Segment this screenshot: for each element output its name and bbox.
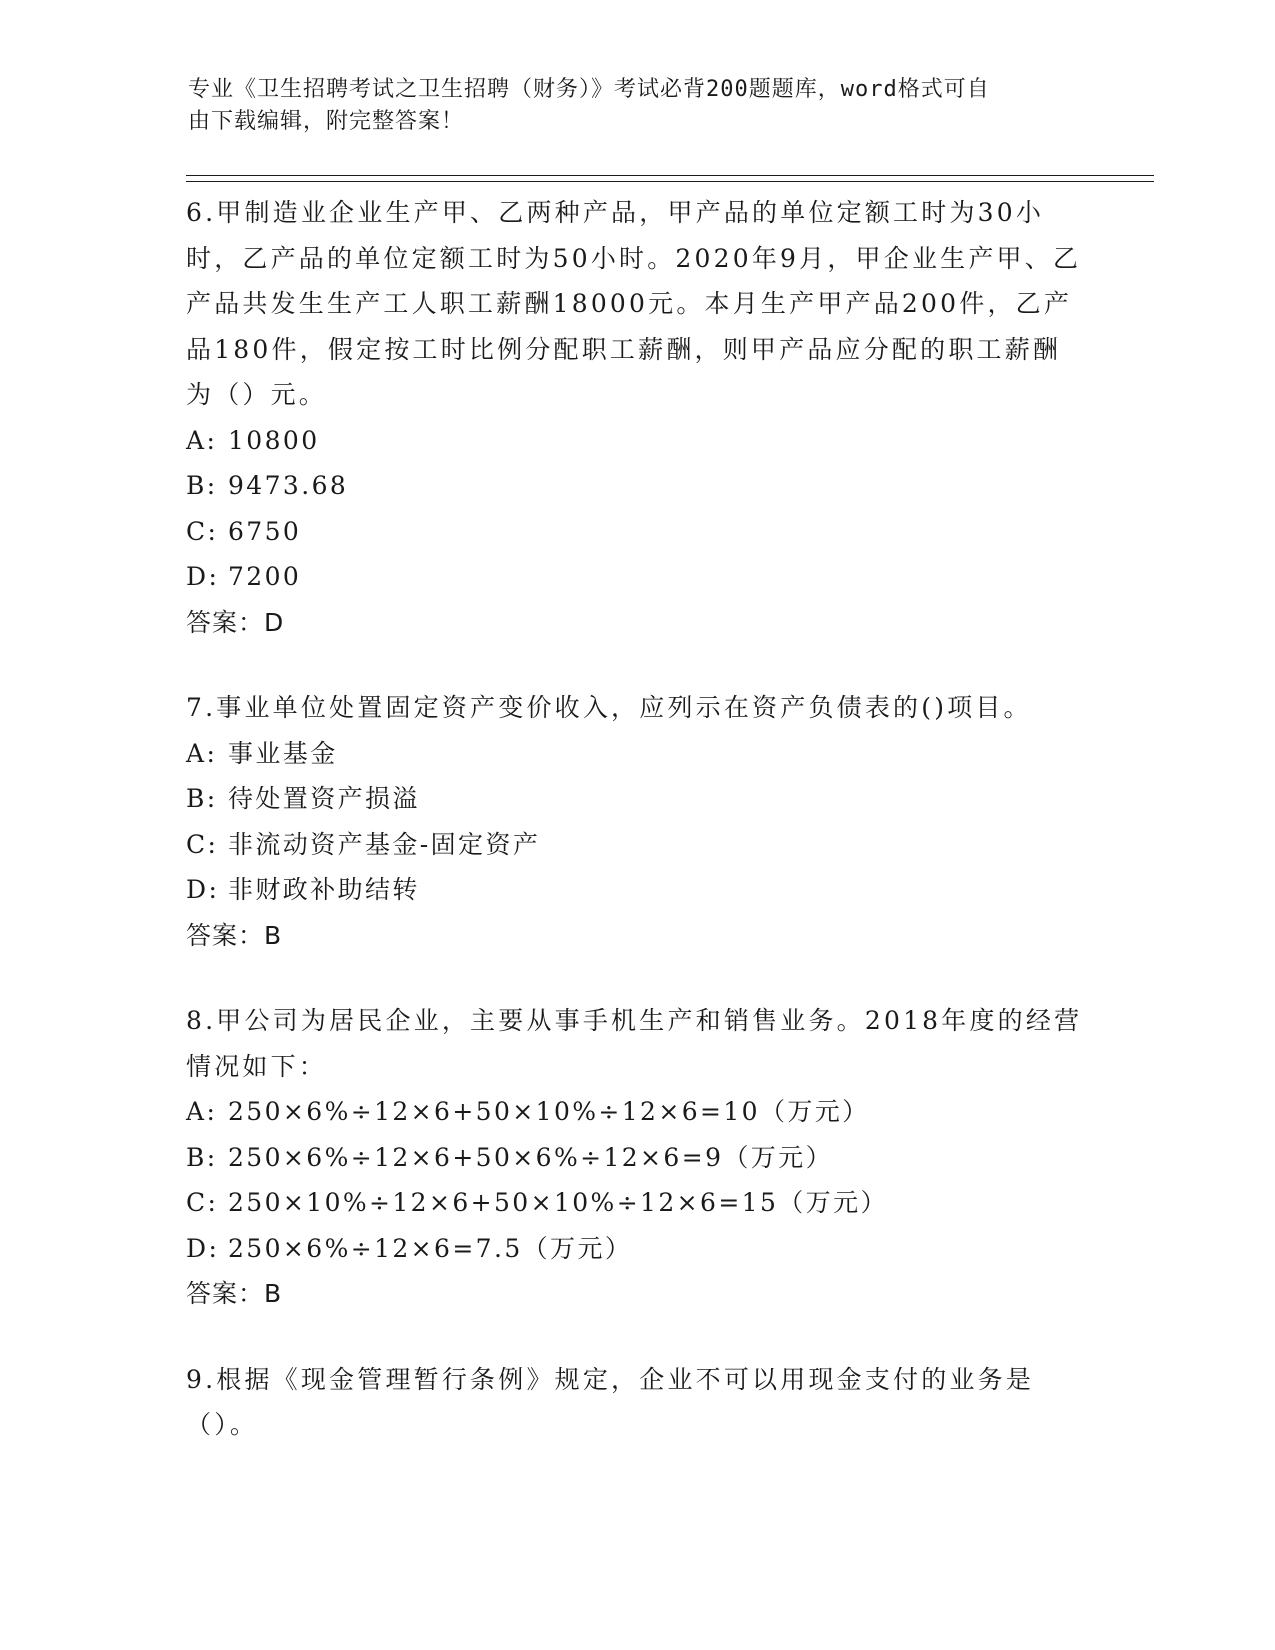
option-letter: A: — [186, 1097, 218, 1126]
header-divider-top — [186, 175, 1154, 176]
document-header — [188, 74, 1068, 138]
option-letter: C: — [186, 1188, 219, 1217]
option-letter: B: — [186, 784, 218, 813]
option-letter: C: — [186, 829, 219, 859]
option-letter: A: — [186, 425, 218, 455]
option-text: 待处置资产损溢 — [228, 784, 420, 813]
question-text: 8.甲公司为居民企业，主要从事手机生产和销售业务。2018年度的经营情况如下： — [186, 1006, 1083, 1081]
option-letter: D: — [186, 875, 220, 904]
option-d — [186, 867, 1086, 913]
answer-line: 答案：B — [186, 920, 283, 950]
header-divider-bottom — [186, 181, 1154, 182]
option-text: 250×6%÷12×6+50×6%÷12×6=9（万元） — [228, 1142, 833, 1172]
option-text: 250×6%÷12×6+50×10%÷12×6=10（万元） — [228, 1097, 870, 1126]
option-text: 事业基金 — [228, 738, 338, 768]
option-letter: B: — [186, 471, 218, 500]
option-letter: D: — [186, 1233, 220, 1263]
option-c — [186, 822, 1086, 868]
option-letter: C: — [186, 516, 219, 546]
option-c — [186, 509, 1086, 555]
option-d — [186, 1226, 1086, 1272]
header-title-line-2: 由下载编辑，附完整答案！ — [188, 109, 465, 134]
option-b — [186, 776, 1086, 822]
option-text: 9473.68 — [228, 471, 349, 500]
option-text: 10800 — [228, 425, 320, 455]
option-b — [186, 463, 1086, 509]
question-text: 9.根据《现金管理暂行条例》规定，企业不可以用现金支付的业务是（）。 — [186, 1364, 1035, 1439]
question-7 — [186, 685, 1086, 958]
question-text: 7.事业单位处置固定资产变价收入，应列示在资产负债表的()项目。 — [186, 693, 1032, 722]
option-a — [186, 1089, 1086, 1135]
option-letter: B: — [186, 1142, 218, 1172]
question-list — [186, 190, 1086, 1488]
option-a — [186, 731, 1086, 777]
option-text: 250×10%÷12×6+50×10%÷12×6=15（万元） — [228, 1188, 888, 1217]
answer-line: 答案：B — [186, 1279, 283, 1308]
option-b — [186, 1135, 1086, 1181]
option-text: 250×6%÷12×6=7.5（万元） — [228, 1233, 633, 1263]
answer-line: 答案：D — [186, 607, 285, 637]
question-6 — [186, 190, 1086, 645]
question-8 — [186, 998, 1086, 1317]
option-d — [186, 554, 1086, 600]
question-text: 6.甲制造业企业生产甲、乙两种产品，甲产品的单位定额工时为30小时，乙产品的单位定额工时为50小时。2020年9月，甲企业生产甲、乙产品共发生生产工人职工薪酬18000元。本月生产甲产品200件，乙产品180件，假定按工时比例分配职工薪酬，则甲产品应分配的职工薪酬为（）元。 — [186, 198, 1082, 409]
option-text: 7200 — [228, 562, 302, 591]
option-text: 6750 — [228, 516, 302, 546]
option-a — [186, 418, 1086, 464]
option-text: 非流动资产基金-固定资产 — [228, 829, 541, 859]
option-text: 非财政补助结转 — [228, 875, 420, 904]
option-letter: A: — [186, 738, 218, 768]
option-letter: D: — [186, 562, 220, 591]
header-title-line-1: 专业《卫生招聘考试之卫生招聘（财务）》考试必背200题题库，word格式可自 — [188, 77, 990, 102]
question-9 — [186, 1357, 1086, 1448]
option-c — [186, 1180, 1086, 1226]
